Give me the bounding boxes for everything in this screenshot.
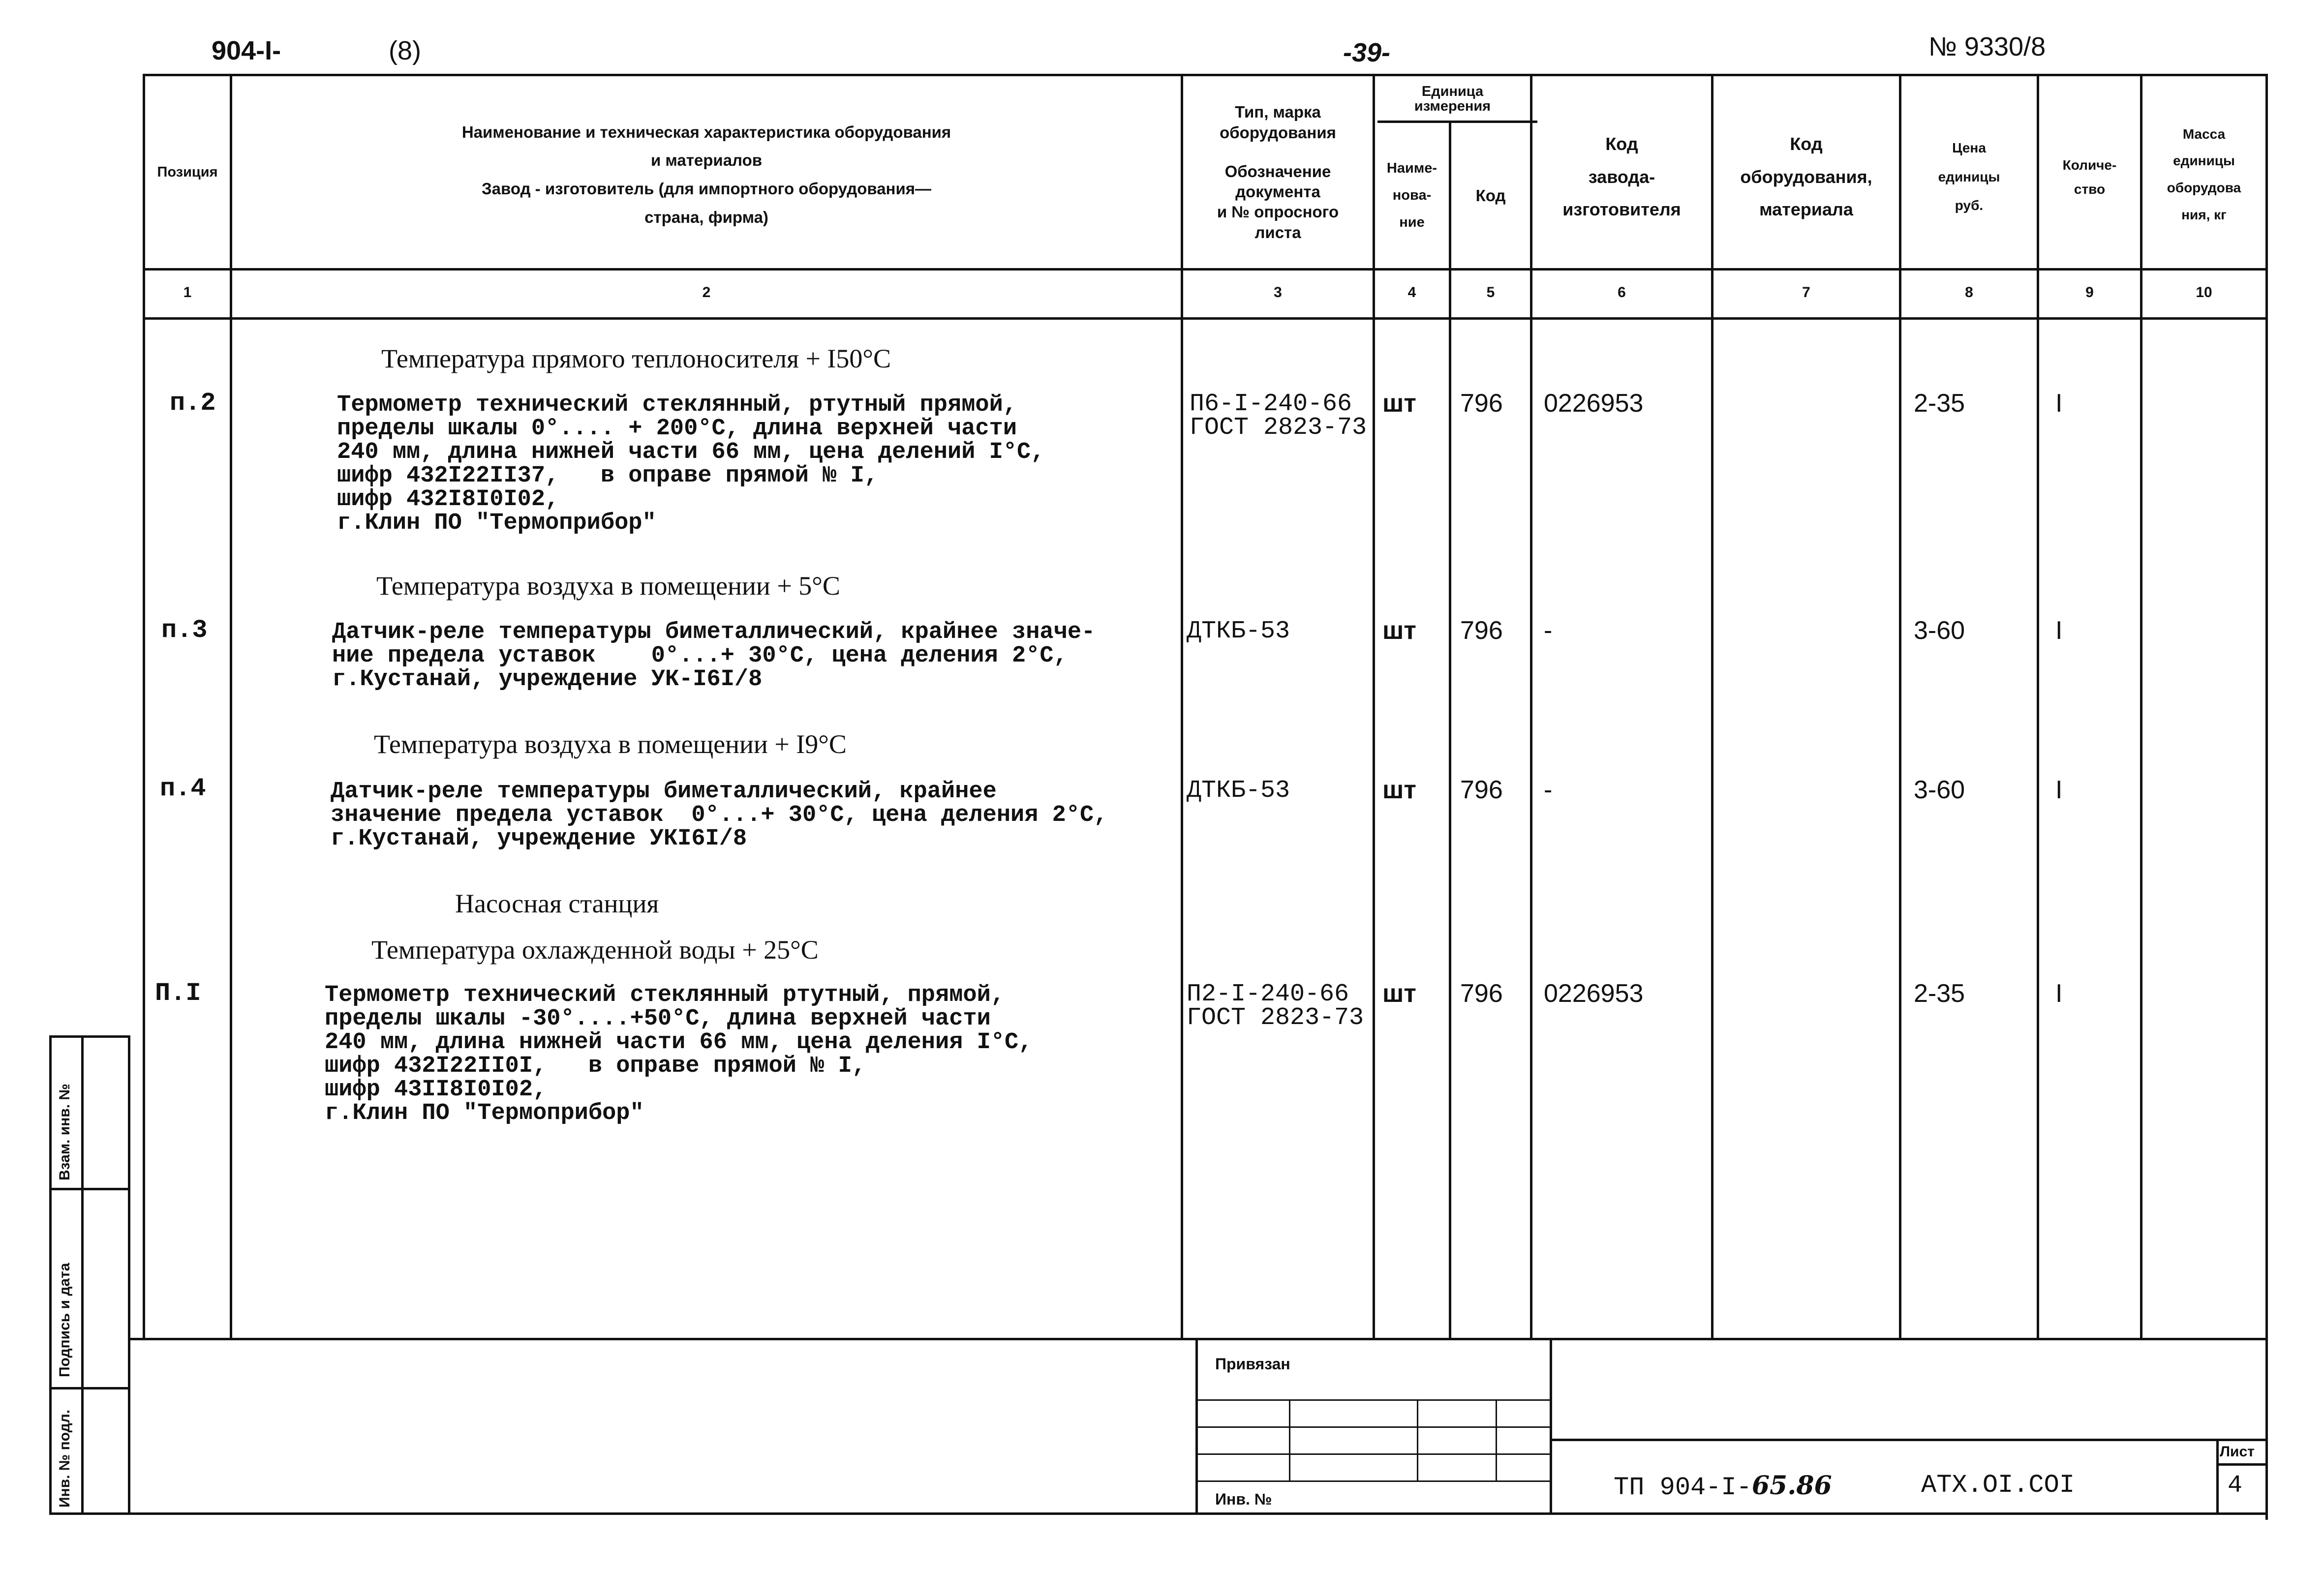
sidebar-replacement-inv: Взам. инв. №	[57, 1084, 73, 1180]
page-number: -39-	[1343, 38, 1391, 67]
attached-label: Привязан	[1215, 1355, 1290, 1373]
row-quantity: I	[2055, 776, 2063, 804]
row-unit-code: 796	[1460, 616, 1503, 645]
section-heading: Температура воздуха в помещении + I9°С	[374, 729, 847, 759]
row-type: П2-I-240-66 ГОСТ 2823-73	[1187, 980, 1364, 1032]
colnum-10: 10	[2196, 284, 2212, 301]
header-mass: Масса единицы оборудова ния, кг	[2167, 126, 2241, 222]
header-type: Тип, марка оборудования Обозначение документа и № опросного листа	[1217, 103, 1339, 241]
colnum-5: 5	[1486, 284, 1495, 301]
row-type: П6-I-240-66 ГОСТ 2823-73	[1190, 390, 1367, 442]
header-plant-code: Код завода- изготовителя	[1562, 134, 1681, 220]
header-unit: Единица измерения	[1414, 83, 1491, 114]
row-position: п.4	[160, 774, 206, 803]
section-heading: Температура прямого теплоносителя + I50°С	[381, 344, 891, 373]
header-quantity: Количе- ство	[2062, 157, 2117, 197]
row-type: ДТКБ-53	[1187, 617, 1290, 645]
row-unit-code: 796	[1460, 776, 1503, 804]
colnum-7: 7	[1802, 284, 1810, 301]
header-unit-name: Наиме- нова- ние	[1386, 160, 1437, 231]
series-number: 904-I-	[212, 36, 281, 65]
header-position: Позиция	[157, 164, 218, 180]
section-heading: Температура воздуха в помещении + 5°С	[376, 571, 840, 601]
row-description: Датчик-реле температуры биметаллический, крайнее значение предела уставок 0°...+ 30°С, цена деления 2°С, г.Кустанай, учреждение УКI6I/8	[331, 779, 1108, 852]
row-plant-code: -	[1544, 616, 1553, 645]
row-plant-code: -	[1544, 776, 1553, 804]
variant-number: (8)	[389, 36, 421, 65]
row-plant-code: 0226953	[1544, 389, 1644, 418]
row-position: П.I	[155, 979, 201, 1008]
document-number: № 9330/8	[1928, 32, 2046, 61]
row-description: Термометр технический стеклянный, ртутный прямой, пределы шкалы 0°.... + 200°С, длина верхней части 240 мм, длина нижней части 66 мм, цена делений I°С, шифр 432I22II37, в оправе прямой № I, шифр 432I8I0I02, г.Клин ПО "Термоприбор"	[337, 392, 1045, 536]
row-unit-code: 796	[1460, 389, 1503, 418]
row-unit-code: 796	[1460, 979, 1503, 1008]
row-type: ДТКБ-53	[1187, 777, 1290, 805]
colnum-8: 8	[1965, 284, 1973, 301]
row-unit: шт	[1382, 389, 1416, 418]
colnum-1: 1	[183, 284, 192, 301]
row-price: 2-35	[1914, 389, 1965, 418]
row-plant-code: 0226953	[1544, 979, 1644, 1008]
header-name: Наименование и техническая характеристика оборудования и материалов Завод - изготовитель (для импортного оборудования— страна, фирма)	[461, 122, 951, 226]
row-position: п.3	[161, 616, 208, 645]
row-quantity: I	[2055, 979, 2063, 1008]
row-price: 3-60	[1914, 776, 1965, 804]
colnum-2: 2	[702, 284, 711, 301]
sheet-label: Лист	[2220, 1444, 2255, 1460]
row-price: 2-35	[1914, 979, 1965, 1008]
section-heading: Насосная станция	[455, 889, 659, 918]
row-quantity: I	[2055, 616, 2063, 645]
row-description: Термометр технический стеклянный ртутный, прямой, пределы шкалы -30°....+50°С, длина верхней части 240 мм, длина нижней части 66 мм, цена деления I°С, шифр 432I22II0I, в оправе прямой № I, шифр 43II8I0I02, г.Клин ПО "Термоприбор"	[325, 982, 1033, 1126]
row-unit: шт	[1382, 776, 1416, 804]
colnum-4: 4	[1407, 284, 1416, 301]
drawing-code: АТХ.OI.COI	[1921, 1471, 2075, 1500]
section-heading: Температура охлажденной воды + 25°С	[371, 935, 819, 965]
row-description: Датчик-реле температуры биметаллический, крайнее значе- ние предела уставок 0°...+ 30°С, цена деления 2°С, г.Кустанай, учреждение УК-I6I/8	[332, 619, 1096, 693]
colnum-9: 9	[2085, 284, 2094, 301]
row-unit: шт	[1382, 979, 1416, 1008]
sidebar-original-inv: Инв. № подл.	[57, 1409, 73, 1508]
sidebar-signature-date: Подпись и дата	[57, 1263, 73, 1377]
header-equipment-code: Код оборудования, материала	[1740, 134, 1872, 220]
sheet-number: 4	[2228, 1472, 2243, 1500]
header-price: Цена единицы руб.	[1938, 140, 2000, 213]
row-price: 3-60	[1914, 616, 1965, 645]
row-quantity: I	[2055, 389, 2063, 418]
colnum-6: 6	[1618, 284, 1626, 301]
project-code: ТП 904-I-65.86	[1614, 1471, 1832, 1502]
inventory-label: Инв. №	[1215, 1490, 1272, 1508]
colnum-3: 3	[1274, 284, 1282, 301]
row-position: п.2	[170, 389, 216, 418]
row-unit: шт	[1382, 616, 1416, 645]
header-unit-code: Код	[1475, 186, 1506, 205]
